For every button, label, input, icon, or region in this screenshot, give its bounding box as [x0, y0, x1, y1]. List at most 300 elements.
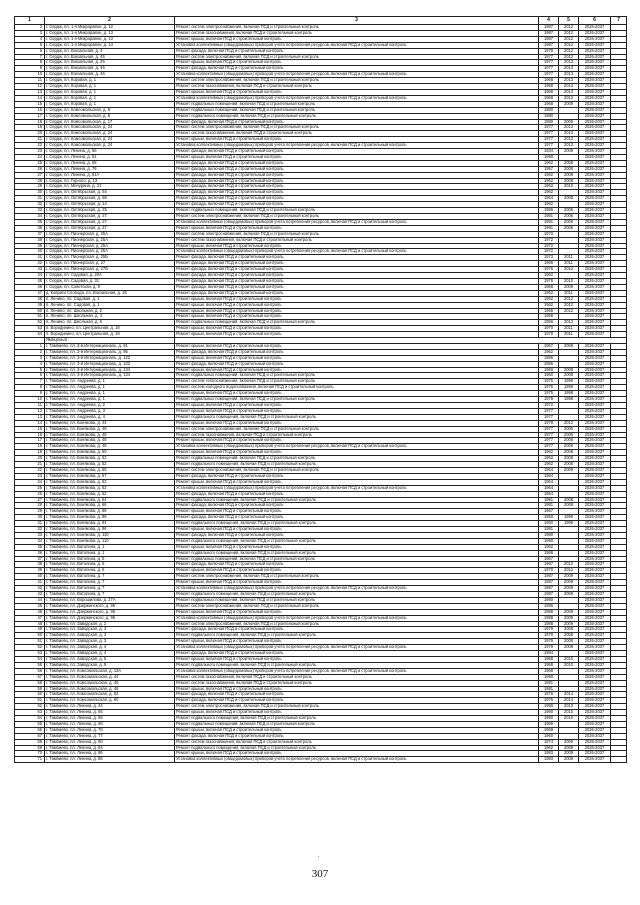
section-label: Ямбирный — [45, 338, 175, 344]
cell-address: г. Сердж, пл. Коровая, д. 1 — [45, 84, 175, 90]
cell-number: 36 — [15, 550, 45, 556]
cell-year-repair: 2012 — [559, 25, 579, 31]
cell-work-type: Установка коллективных (общедомовых) приборов учета потребления ресурсов, включая ПСД и строительный контроль — [175, 668, 539, 674]
cell-work-type: Ремонт крыши, включая ПСД и строительный контроль — [175, 60, 539, 66]
cell-period: 2026-2037 — [579, 550, 611, 556]
cell-period: 2026-2037 — [579, 202, 611, 208]
cell-year-built: 1965 — [539, 261, 559, 267]
cell-number: 39 — [15, 243, 45, 249]
cell-number: 3 — [15, 355, 45, 361]
cell-address: г. Сердж, пл. 1-я Микрорайон, д. 13 — [45, 30, 175, 36]
cell-address: г. Сердж, пл. Вокзальная, д. 46 — [45, 66, 175, 72]
cell-year-repair: 2008 — [559, 172, 579, 178]
cell-period: 2026-2037 — [579, 556, 611, 562]
cell-number: 50 — [15, 633, 45, 639]
cell-number: 24 — [15, 479, 45, 485]
cell-address: г. Сердж, пл. Коровая, д. 1 — [45, 95, 175, 101]
cell-year-built: 1980 — [539, 119, 559, 125]
cell-year-built: 1962 — [539, 302, 559, 308]
cell-number: 66 — [15, 727, 45, 733]
cell-address: г. Сердж, пл. Ленина, д. 91А — [45, 172, 175, 178]
cell-year-repair: 2009 — [559, 284, 579, 290]
cell-work-type: Ремонт фасада, включая ПСД и строительный контроль — [175, 149, 539, 155]
cell-period: 2026-2037 — [579, 273, 611, 279]
cell-year-repair: 2010 — [559, 704, 579, 710]
cell-work-type: Ремонт фасада, включая ПСД и строительный контроль — [175, 532, 539, 538]
cell-period: 2026-2037 — [579, 509, 611, 515]
cell-work-type: Установка коллективных (общедомовых) приборов учета потребления ресурсов, включая ПСД и строительный контроль — [175, 586, 539, 592]
cell-number: 46 — [15, 609, 45, 615]
cell-address: г. Тамбиево, пл. Бонякова, д. 62 — [45, 491, 175, 497]
cell-number: 4 — [15, 361, 45, 367]
cell-number: 20 — [15, 131, 45, 137]
cell-period: 2026-2037 — [579, 184, 611, 190]
cell-work-type: Ремонт фасада, включая ПСД и строительный контроль — [175, 562, 539, 568]
cell-period: 2026-2037 — [579, 361, 611, 367]
cell-period: 2026-2037 — [579, 403, 611, 409]
cell-year-repair: 2010 — [559, 662, 579, 668]
cell-year-repair: 2010 — [559, 184, 579, 190]
cell-period: 2026-2037 — [579, 48, 611, 54]
cell-period: 2026-2037 — [579, 538, 611, 544]
cell-work-type: Установка коллективных (общедомовых) приборов учета потребления ресурсов, включая ПСД и строительный контроль — [175, 615, 539, 621]
cell-address: г. Тамбиево, пл. 3-й Интернациональ, д. 134 — [45, 367, 175, 373]
cell-work-type: Ремонт систем газоснабжения, включая ПСД и строительный контроль — [175, 237, 539, 243]
cell-work-type: Установка коллективных (общедомовых) приборов учета потребления ресурсов, включая ПСД и строительный контроль — [175, 645, 539, 651]
cell-number: 8 — [15, 60, 45, 66]
cell-period: 2026-2037 — [579, 515, 611, 521]
cell-work-type: Ремонт крыши, включая ПСД и строительный контроль — [175, 479, 539, 485]
cell-address: г. Тамбиево, пл. Бонякова, д. 57 — [45, 473, 175, 479]
cell-year-built: 1972 — [539, 403, 559, 409]
cell-period: 2026-2037 — [579, 379, 611, 385]
cell-work-type: Ремонт крыши, включая ПСД и строительный контроль — [175, 544, 539, 550]
cell-number: 16 — [15, 107, 45, 113]
cell-year-built: 1970 — [539, 326, 559, 332]
cell-year-built: 1968 — [539, 78, 559, 84]
cell-address: г. Тамбиево, пл. Заводская, д. 4 — [45, 645, 175, 651]
cell-year-built: 1964 — [539, 479, 559, 485]
cell-year-repair: 2010 — [559, 278, 579, 284]
cell-work-type: Ремонт систем электроснабжения, включая ПСД и строительный контроль — [175, 214, 539, 220]
cell-number: 34 — [15, 538, 45, 544]
cell-work-type: Ремонт крыши, включая ПСД и строительный контроль — [175, 639, 539, 645]
cell-work-type: Ремонт крыши, включая ПСД и строительный контроль — [175, 438, 539, 444]
cell-number: 7 — [15, 379, 45, 385]
cell-period: 2026-2037 — [579, 95, 611, 101]
cell-year-repair: 2012 — [559, 48, 579, 54]
cell-work-type: Ремонт крыши, включая ПСД и строительный контроль — [175, 686, 539, 692]
cell-year-repair: 2009 — [559, 101, 579, 107]
cell-address: г. Тамбиево, пл. 3-й Интернациональ, д. 132 — [45, 361, 175, 367]
cell-work-type: Ремонт крыши, включая ПСД и строительный контроль — [175, 403, 539, 409]
cell-work-type: Ремонт систем электроснабжения, включая ПСД и строительный контроль — [175, 574, 539, 580]
cell-period: 2026-2037 — [579, 473, 611, 479]
cell-work-type: Ремонт фасада, включая ПСД и строительный контроль — [175, 160, 539, 166]
cell-year-built: 1957 — [539, 166, 559, 172]
cell-year-repair: 1999 — [559, 385, 579, 391]
cell-work-type: Ремонт крыши, включая ПСД и строительный контроль — [175, 314, 539, 320]
cell-address: п. Ленино, пл. Садовая, д. 1 — [45, 296, 175, 302]
cell-number: 16 — [15, 432, 45, 438]
cell-year-built: 1975 — [539, 397, 559, 403]
cell-work-type: Ремонт систем газоснабжения, включая ПСД и строительный контроль — [175, 131, 539, 137]
cell-address: г. Сердж, пл. 1-я Микрорайон, д. 12 — [45, 25, 175, 31]
cell-year-built: 1976 — [539, 267, 559, 273]
cell-year-built: 1988 — [539, 621, 559, 627]
cell-period: 2026-2037 — [579, 656, 611, 662]
cell-work-type: Ремонт систем газоснабжения, включая ПСД и строительный контроль — [175, 432, 539, 438]
cell-number: 61 — [15, 698, 45, 704]
cell-year-built: 1986 — [539, 208, 559, 214]
cell-work-type: Ремонт фасада, включая ПСД и строительный контроль — [175, 698, 539, 704]
cell-year-repair: 2008 — [559, 166, 579, 172]
cell-work-type: Ремонт крыши, включая ПСД и строительный контроль — [175, 656, 539, 662]
cell-number: 27 — [15, 497, 45, 503]
cell-period: 2026-2037 — [579, 586, 611, 592]
cell-address: п. Ленино, пл. Садовая, д. 1 — [45, 302, 175, 308]
cell-period: 2026-2037 — [579, 432, 611, 438]
cell-period: 2026-2037 — [579, 544, 611, 550]
cell-year-built: 1977 — [539, 444, 559, 450]
cell-year-built: 1976 — [539, 698, 559, 704]
cell-period: 2026-2037 — [579, 326, 611, 332]
cell-work-type: Установка коллективных (общедомовых) приборов учета потребления ресурсов, включая ПСД и строительный контроль — [175, 42, 539, 48]
cell-period: 2026-2037 — [579, 568, 611, 574]
cell-year-built: 1968 — [539, 101, 559, 107]
cell-address: г. Тамбиево, пл. Ленина, д. 84 — [45, 745, 175, 751]
cell-period: 2026-2037 — [579, 385, 611, 391]
cell-year-repair: 2009 — [559, 580, 579, 586]
cell-work-type: Установка коллективных (общедомовых) приборов учета потребления ресурсов, включая ПСД и строительный контроль — [175, 219, 539, 225]
cell-year-built: 1979 — [539, 48, 559, 54]
cell-year-built: 1962 — [539, 349, 559, 355]
cell-work-type: Ремонт фасада, включая ПСД и строительный контроль — [175, 267, 539, 273]
cell-year-repair: 2011 — [559, 290, 579, 296]
cell-number: 33 — [15, 532, 45, 538]
cell-number: 58 — [15, 680, 45, 686]
cell-number: 13 — [15, 414, 45, 420]
cell-year-repair: 2011 — [559, 326, 579, 332]
cell-address: г. Тамбиево, пл. Ватолина, д. 7 — [45, 586, 175, 592]
cell-address: г. Сердж, пл. Пионерская, д. 25А — [45, 231, 175, 237]
cell-year-built: 1955 — [539, 308, 559, 314]
cell-address: г. Сердж, пл. Пионерская, д. 25А — [45, 237, 175, 243]
cell-year-built: 1987 — [539, 580, 559, 586]
cell-address: г. Сердж, пл. Октябрьская, д. 55 — [45, 196, 175, 202]
cell-year-repair: 2008 — [559, 462, 579, 468]
cell-year-built: 1979 — [539, 639, 559, 645]
cell-year-built: 1975 — [539, 391, 559, 397]
cell-year-repair: 1999 — [559, 521, 579, 527]
cell-work-type: Ремонт крыши, включая ПСД и строительный контроль — [175, 154, 539, 160]
cell-number: 17 — [15, 438, 45, 444]
cell-work-type: Ремонт крыши, включая ПСД и строительный контроль — [175, 326, 539, 332]
cell-year-built: 1990 — [539, 704, 559, 710]
cell-number: 13 — [15, 89, 45, 95]
cell-address: г. Сердж, пл. Садовая, д. 20А — [45, 273, 175, 279]
cell-work-type: Ремонт крыши, включая ПСД и строительный контроль — [175, 225, 539, 231]
cell-number: 11 — [15, 78, 45, 84]
cell-address: г. Сердж, пл. Октябрьская, д. 27 — [45, 214, 175, 220]
cell-number: 20 — [15, 456, 45, 462]
cell-year-built: 1977 — [539, 66, 559, 72]
cell-number: 55 — [15, 662, 45, 668]
cell-number: 37 — [15, 556, 45, 562]
cell-number: 35 — [15, 219, 45, 225]
cell-year-repair: 2012 — [559, 296, 579, 302]
cell-year-built: 1962 — [539, 273, 559, 279]
cell-address: г. Тамбиево, пл. Бонякова, д. 48 — [45, 432, 175, 438]
cell-period: 2026-2037 — [579, 101, 611, 107]
cell-address: г. Сердж, пл. Пионерская, д. 27Б — [45, 267, 175, 273]
cell-period: 2026-2037 — [579, 308, 611, 314]
cell-period: 2026-2037 — [579, 621, 611, 627]
cell-year-repair: 2006 — [559, 438, 579, 444]
cell-number: 52 — [15, 645, 45, 651]
cell-work-type: Ремонт фасада, включая ПСД и строительный контроль — [175, 284, 539, 290]
cell-work-type: Ремонт подвального помещения, включая ПСД и строительный контроль — [175, 414, 539, 420]
cell-address: г. Тамбиево, пл. Комсомольская, д. 44 — [45, 674, 175, 680]
cell-period: 2026-2037 — [579, 574, 611, 580]
cell-period: 2026-2037 — [579, 497, 611, 503]
cell-work-type: Ремонт фасада, включая ПСД и строительный контроль — [175, 361, 539, 367]
cell-period: 2026-2037 — [579, 698, 611, 704]
cell-number: 29 — [15, 184, 45, 190]
cell-year-repair: 2013 — [559, 137, 579, 143]
cell-address: г. Сердж, пл. Вокзальная, д. 4 — [45, 48, 175, 54]
cell-number: 8 — [15, 385, 45, 391]
cell-address: г. Тамбиево, пл. 3-й Интернациональ, д. 91 — [45, 343, 175, 349]
cell-work-type: Ремонт фасада, включая ПСД и строительный контроль — [175, 166, 539, 172]
cell-year-repair: 2006 — [559, 208, 579, 214]
cell-period: 2026-2037 — [579, 249, 611, 255]
cell-work-type: Ремонт систем теплоснабжения, включая ПСД и строительный контроль — [175, 379, 539, 385]
register-table-container — [14, 16, 626, 763]
cell-number: 33 — [15, 208, 45, 214]
cell-year-built: 1987 — [539, 25, 559, 31]
cell-year-built: 1980 — [539, 674, 559, 680]
cell-period: 2026-2037 — [579, 296, 611, 302]
cell-number: 51 — [15, 314, 45, 320]
cell-address: г. Тамбиево, пл. Бонякова, д. 88 — [45, 515, 175, 521]
cell-year-repair: 2009 — [559, 621, 579, 627]
cell-address: г. Тамбиево, пл. Ватолина, д. 1 — [45, 550, 175, 556]
cell-year-built: 1969 — [539, 721, 559, 727]
cell-address: г. Сердж, пл. Октябрьская, д. 27 — [45, 219, 175, 225]
cell-work-type: Ремонт фасада, включая ПСД и строительный контроль — [175, 627, 539, 633]
cell-number: 46 — [15, 284, 45, 290]
cell-address: г. Тамбиево, пл. Ленина, д. 86 — [45, 757, 175, 763]
cell-work-type: Ремонт крыши, включая ПСД и строительный контроль — [175, 751, 539, 757]
cell-period: 2026-2037 — [579, 420, 611, 426]
cell-year-repair: 2009 — [559, 119, 579, 125]
cell-work-type: Ремонт систем электроснабжения, включая ПСД и строительный контроль — [175, 467, 539, 473]
cell-period: 2026-2037 — [579, 680, 611, 686]
cell-period: 2026-2037 — [579, 592, 611, 598]
cell-address: г. Тамбиево, пл. Ватолина, д. 7 — [45, 580, 175, 586]
cell-work-type: Ремонт подвального помещения, включая ПСД и строительный контроль — [175, 462, 539, 468]
cell-number: 18 — [15, 119, 45, 125]
cell-work-type: Ремонт фасада, включая ПСД и строительный контроль — [175, 48, 539, 54]
cell-year-repair: 2012 — [559, 308, 579, 314]
cell-year-built: 1968 — [539, 84, 559, 90]
cell-number: 32 — [15, 202, 45, 208]
cell-period: 2026-2037 — [579, 237, 611, 243]
register-table — [14, 16, 627, 763]
cell-work-type: Ремонт фасада, включая ПСД и строительный контроль — [175, 733, 539, 739]
cell-work-type: Ремонт подвального помещения, включая ПСД и строительный контроль — [175, 550, 539, 556]
cell-number: 10 — [15, 397, 45, 403]
cell-address: г. Тамбиево, пл. Ленина, д. 70 — [45, 727, 175, 733]
cell-address: г. Тамбиево, пл. Заводская, д. 3 — [45, 627, 175, 633]
cell-year-built: 1981 — [539, 686, 559, 692]
cell-number: 15 — [15, 426, 45, 432]
cell-work-type: Ремонт подвальных помещений, включая ПСД и строительный контроль — [175, 208, 539, 214]
cell-number: 45 — [15, 278, 45, 284]
cell-number: 23 — [15, 149, 45, 155]
cell-number: 17 — [15, 113, 45, 119]
cell-work-type: Ремонт крыши, включая ПСД и строительный контроль — [175, 308, 539, 314]
cell-period: 2026-2037 — [579, 627, 611, 633]
cell-number: 19 — [15, 125, 45, 131]
cell-year-built: 1962 — [539, 745, 559, 751]
cell-period: 2026-2037 — [579, 113, 611, 119]
cell-address: г. Тамбиево, пл. Бонякова, д. 66 — [45, 503, 175, 509]
cell-address: г. Тамбиево, пл. Андреева, д. 1 — [45, 397, 175, 403]
cell-work-type: Ремонт фасада, включая ПСД и строительный контроль — [175, 290, 539, 296]
cell-year-built: 1934 — [539, 149, 559, 155]
cell-number: 45 — [15, 603, 45, 609]
cell-year-built: 1980 — [539, 538, 559, 544]
cell-address: г. Тамбиево, пл. Ленина, д. 86 — [45, 751, 175, 757]
cell-address: г. Сердж, пл. Ленина, д. 56 — [45, 149, 175, 155]
cell-work-type: Ремонт систем холодного водоснабжения, включая ПСД и строительный контроль — [175, 385, 539, 391]
cell-address: г. Тамбиево, пл. Комсомольская, д. 46 — [45, 680, 175, 686]
cell-year-built: 1972 — [539, 243, 559, 249]
cell-period: 2026-2037 — [579, 692, 611, 698]
cell-year-built: 1972 — [539, 231, 559, 237]
cell-address: г. Тамбиево, пл. Ленина, д. 77 — [45, 733, 175, 739]
cell-address: г. Сердж, пл. Коровая, д. 1 — [45, 89, 175, 95]
cell-year-built: 1975 — [539, 379, 559, 385]
cell-year-repair: 2008 — [559, 373, 579, 379]
cell-year-repair: 2012 — [559, 562, 579, 568]
cell-address: г. Тамбиево, пл. Ватолина, д. 6 — [45, 568, 175, 574]
cell-address: г. Сердж, пл. Мичурина, д. 21 — [45, 184, 175, 190]
cell-number: 49 — [15, 302, 45, 308]
cell-year-repair: 2013 — [559, 131, 579, 137]
cell-number: 5 — [15, 42, 45, 48]
cell-number: 9 — [15, 66, 45, 72]
cell-number: 59 — [15, 686, 45, 692]
cell-year-repair: 2012 — [559, 420, 579, 426]
cell-number: 9 — [15, 391, 45, 397]
cell-work-type: Ремонт фасада, включая ПСД и строительный контроль — [175, 66, 539, 72]
cell-address: г. Тамбиево, пл. Ленина, д. 80 — [45, 739, 175, 745]
cell-period: 2026-2037 — [579, 225, 611, 231]
cell-work-type: Ремонт фасада, включая ПСД и строительный контроль — [175, 473, 539, 479]
cell-year-built: 1991 — [539, 214, 559, 220]
cell-work-type: Ремонт систем электроснабжения, включая ПСД и строительный контроль — [175, 426, 539, 432]
cell-address: г. Сердж, пл. Садовая, д. 31 — [45, 278, 175, 284]
cell-work-type: Ремонт систем электроснабжения, включая ПСД и строительный контроль — [175, 603, 539, 609]
cell-year-repair: 2009 — [559, 149, 579, 155]
cell-period: 2026-2037 — [579, 727, 611, 733]
cell-period: 2026-2037 — [579, 739, 611, 745]
cell-address: г. Сердж, пл. 1-я Микрорайон, д. 13 — [45, 42, 175, 48]
cell-address: г. Тамбиево, пл. Дзержинского, д. 95 — [45, 615, 175, 621]
cell-year-built: 1962 — [539, 456, 559, 462]
cell-period: 2026-2037 — [579, 521, 611, 527]
cell-address: г. Сердж, пл. Пионерская, д. 25Б — [45, 255, 175, 261]
cell-address: г. Сердж, пл. Ленина, д. 68 — [45, 160, 175, 166]
cell-number: 22 — [15, 143, 45, 149]
cell-year-repair: 2012 — [559, 54, 579, 60]
cell-number: 62 — [15, 704, 45, 710]
cell-year-built: 1987 — [539, 36, 559, 42]
cell-work-type: Ремонт фасада, включая ПСД и строительный контроль — [175, 491, 539, 497]
cell-number: 24 — [15, 154, 45, 160]
cell-year-built: 1979 — [539, 633, 559, 639]
cell-year-built: 1981 — [539, 503, 559, 509]
cell-period: 2026-2037 — [579, 414, 611, 420]
cell-year-built: 1980 — [539, 107, 559, 113]
cell-number: 12 — [15, 408, 45, 414]
cell-year-built: 1962 — [539, 290, 559, 296]
cell-period: 2026-2037 — [579, 89, 611, 95]
cell-number: 48 — [15, 296, 45, 302]
cell-work-type: Установка коллективных (общедомовых) приборов учета потребления ресурсов, включая ПСД и строительный контроль — [175, 95, 539, 101]
cell-address: г. Сердж, пл. Пионерская, д. 25А — [45, 243, 175, 249]
cell-address: г. Тамбиево, пл. Бонякова, д. 48 — [45, 444, 175, 450]
cell-extra — [611, 757, 627, 763]
cell-year-built: 1973 — [539, 255, 559, 261]
cell-address: п. Ленино, пл. Школьная, д. 2 — [45, 308, 175, 314]
cell-period: 2026-2037 — [579, 373, 611, 379]
cell-number: 28 — [15, 503, 45, 509]
cell-year-built: 1980 — [539, 154, 559, 160]
column-header: 6 — [579, 17, 611, 25]
cell-work-type: Ремонт крыши, включая ПСД и строительный контроль — [175, 580, 539, 586]
cell-address: г. Тамбиево, пл. Комсомольская, д. 52 — [45, 692, 175, 698]
cell-period: 2026-2037 — [579, 208, 611, 214]
cell-number: 35 — [15, 544, 45, 550]
cell-year-repair: 2011 — [559, 332, 579, 338]
cell-number: 21 — [15, 462, 45, 468]
cell-year-repair: 2009 — [559, 751, 579, 757]
cell-period: 2026-2037 — [579, 485, 611, 491]
cell-work-type: Ремонт фасада, включая ПСД и строительный контроль — [175, 255, 539, 261]
cell-address: г. Тамбиево, пл. Ворошилова, д. 27А — [45, 597, 175, 603]
cell-work-type: Ремонт подвального помещения, включая ПСД и строительный контроль — [175, 745, 539, 751]
cell-year-built: 1972 — [539, 249, 559, 255]
cell-number: 6 — [15, 48, 45, 54]
cell-year-built: 1968 — [539, 662, 559, 668]
cell-address: г. Тамбиево, пл. Андреева, д. 3 — [45, 408, 175, 414]
cell-number: 6 — [15, 373, 45, 379]
cell-address: г. Сердж, пл. Советская, д. 9 — [45, 284, 175, 290]
cell-address: г. Тамбиево, пл. Ленина, д. 44 — [45, 704, 175, 710]
cell-address: г. Тамбиево, пл. Бонякова, д. 52 — [45, 462, 175, 468]
cell-number: 38 — [15, 562, 45, 568]
cell-year-built: 1956 — [539, 320, 559, 326]
cell-number: 10 — [15, 72, 45, 78]
cell-number: 44 — [15, 273, 45, 279]
cell-number: 12 — [15, 84, 45, 90]
cell-work-type: Ремонт подвальных помещений, включая ПСД и строительный контроль — [175, 373, 539, 379]
cell-work-type: Ремонт подвального помещения, включая ПСД и строительный контроль — [175, 113, 539, 119]
